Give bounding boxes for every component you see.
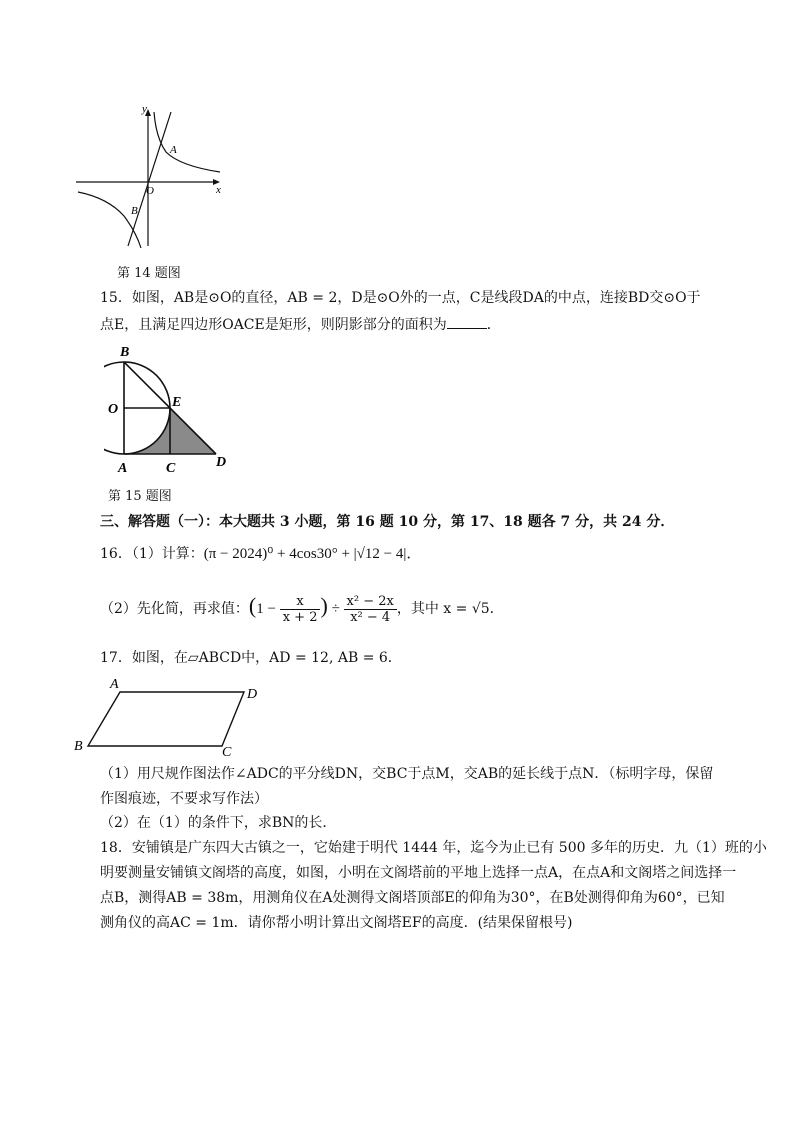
fraction-1-numerator: x bbox=[280, 594, 321, 610]
fig14-point-a-label: A bbox=[170, 144, 177, 156]
question-16-part-2-suffix: ，其中 x = √5． bbox=[396, 601, 504, 617]
question-15-line-2-end: ． bbox=[486, 317, 501, 333]
question-17-part-1-line-2: 作图痕迹，不要求写作法） bbox=[100, 791, 268, 807]
fraction-2-numerator: x² − 2x bbox=[344, 594, 397, 610]
question-16-part-1-prefix: 16．（1）计算： bbox=[100, 546, 204, 562]
fig14-x-label: x bbox=[216, 184, 221, 196]
fig14-y-label: y bbox=[142, 103, 147, 115]
fig15-point-a-label: A bbox=[118, 461, 128, 476]
question-18-line-2: 明要测量安铺镇文阁塔的高度，如图，小明在文阁塔前的平地上选择一点A，在点A和文阁塔之间选择一 bbox=[100, 865, 737, 881]
question-15-line-2 bbox=[100, 314, 501, 335]
figure-15-circle-diagram bbox=[104, 340, 234, 480]
question-16-part-2-prefix: （2）先化简，再求值： bbox=[100, 601, 249, 617]
question-16-part-1 bbox=[100, 544, 421, 564]
section-3-heading: 三、解答题（一）：本大题共 3 小题，第 16 题 10 分，第 17、18 题各 7 分，共 24 分． bbox=[100, 514, 675, 530]
fig15-point-o-label: O bbox=[108, 402, 119, 417]
fig15-point-e-label: E bbox=[172, 395, 182, 410]
fig14-point-b-label: B bbox=[131, 205, 138, 217]
figure-14-caption: 第 14 题图 bbox=[117, 266, 181, 281]
fig15-point-c-label: C bbox=[166, 461, 176, 476]
question-18-line-1: 18．安铺镇是广东四大古镇之一，它始建于明代 1444 年，迄今为止已有 500 多年的历史．九（1）班的小 bbox=[100, 840, 767, 856]
fraction-x2-minus-2x-over-x2-minus-4 bbox=[344, 594, 397, 625]
fraction-1-denominator: x + 2 bbox=[282, 609, 318, 625]
fig17-point-c-label: C bbox=[222, 745, 232, 760]
fig15-point-d-label: D bbox=[216, 455, 227, 470]
fraction-x-over-x-plus-2 bbox=[280, 594, 321, 625]
fig17-point-d-label: D bbox=[247, 687, 258, 702]
figure-17-parallelogram bbox=[70, 674, 270, 760]
question-17-part-1-line-1: （1）用尺规作图法作∠ADC的平分线DN，交BC于点M，交AB的延长线于点N．（标明字母，保留 bbox=[100, 766, 714, 782]
fraction-2-denominator: x² − 4 bbox=[350, 609, 391, 625]
fig14-origin-label: O bbox=[146, 185, 154, 197]
fig15-point-b-label: B bbox=[120, 345, 130, 360]
fig17-point-b-label: B bbox=[74, 739, 83, 754]
figure-15-caption: 第 15 题图 bbox=[108, 489, 172, 504]
question-16-part-2: （2）先化简，再求值：(1 − $\frac{x}{x + 2}$ ) ÷ $\frac{\text{x² − 2x}}{\text{x² − 4}}$ ，其中 x = √5． bbox=[100, 593, 504, 625]
question-18-line-4: 测角仪的高AC = 1m．请你帮小明计算出文阁塔EF的高度．(结果保留根号) bbox=[100, 915, 573, 931]
question-16-part-1-expression: (π − 2024)⁰ + 4cos30° + |√12 − 4|． bbox=[203, 546, 422, 562]
question-18-line-3: 点B，测得AB = 38m，用测角仪在A处测得文阁塔顶部E的仰角为30°，在B处测得仰角为60°，已知 bbox=[100, 890, 725, 906]
figure-14-graph bbox=[70, 100, 230, 252]
fig17-point-a-label: A bbox=[110, 677, 119, 692]
answer-blank bbox=[447, 314, 487, 329]
question-17-part-2: （2）在（1）的条件下，求BN的长． bbox=[100, 815, 337, 831]
question-15-line-1: 15．如图，AB是⊙O的直径，AB = 2，D是⊙O外的一点，C是线段DA的中点，连接BD交⊙O于 bbox=[100, 290, 701, 306]
question-15-line-2-text: 点E，且满足四边形OACE是矩形，则阴影部分的面积为 bbox=[100, 317, 447, 333]
question-17-stem: 17．如图，在▱ABCD中，AD = 12, AB = 6． bbox=[100, 650, 402, 666]
